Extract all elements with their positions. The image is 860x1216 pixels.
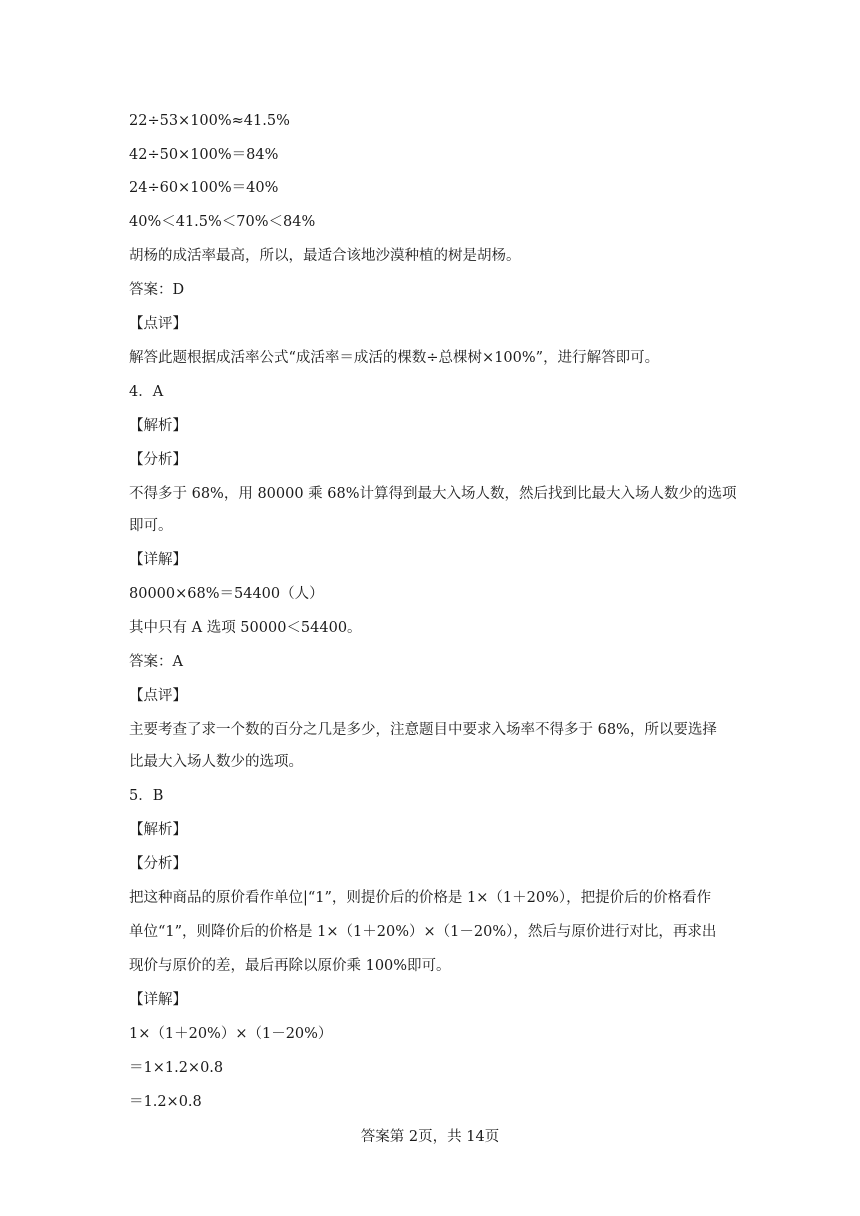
text-line: 22÷53×100%≈41.5% [129, 113, 290, 129]
section-heading: 【点评】 [129, 688, 187, 704]
text-line: 1×（1＋20%）×（1－20%） [129, 1026, 333, 1042]
answer-line: 答案：A [129, 654, 183, 670]
text-line: 把这种商品的原价看作单位|“1”，则提价后的价格是 1×（1＋20%），把提价后的价格看作 [129, 890, 712, 906]
text-line: 其中只有 A 选项 50000＜54400。 [129, 620, 362, 636]
text-line: 80000×68%＝54400（人） [129, 586, 324, 602]
section-heading: 【分析】 [129, 856, 187, 872]
text-line: 40%＜41.5%＜70%＜84% [129, 214, 316, 230]
text-line: 现价与原价的差，最后再除以原价乘 100%即可。 [129, 958, 451, 974]
text-line: 比最大入场人数少的选项。 [129, 754, 303, 770]
section-heading: 【详解】 [129, 552, 187, 568]
section-heading: 【解析】 [129, 822, 187, 838]
text-line: 胡杨的成活率最高，所以，最适合该地沙漠种植的树是胡杨。 [129, 248, 521, 264]
section-heading: 【分析】 [129, 452, 187, 468]
text-line: 即可。 [129, 518, 173, 534]
question-number: 4．A [129, 384, 164, 400]
text-line: ＝1.2×0.8 [129, 1094, 202, 1110]
text-line: 单位“1”，则降价后的价格是 1×（1＋20%）×（1－20%），然后与原价进行对比，再求出 [129, 924, 717, 940]
text-line: 不得多于 68%，用 80000 乘 68%计算得到最大入场人数，然后找到比最大入场人数少的选项 [129, 486, 737, 502]
text-line: 解答此题根据成活率公式“成活率＝成活的棵数÷总棵树×100%”，进行解答即可。 [129, 350, 660, 366]
text-line: 24÷60×100%＝40% [129, 180, 279, 196]
page-footer: 答案第 2页，共 14页 [360, 1129, 500, 1145]
question-number: 5．B [129, 788, 164, 804]
section-heading: 【详解】 [129, 992, 187, 1008]
section-heading: 【点评】 [129, 316, 187, 332]
text-line: 42÷50×100%＝84% [129, 147, 279, 163]
text-line: ＝1×1.2×0.8 [129, 1060, 224, 1076]
answer-line: 答案：D [129, 282, 185, 298]
section-heading: 【解析】 [129, 418, 187, 434]
text-line: 主要考查了求一个数的百分之几是多少，注意题目中要求入场率不得多于 68%，所以要选择 [129, 722, 717, 738]
